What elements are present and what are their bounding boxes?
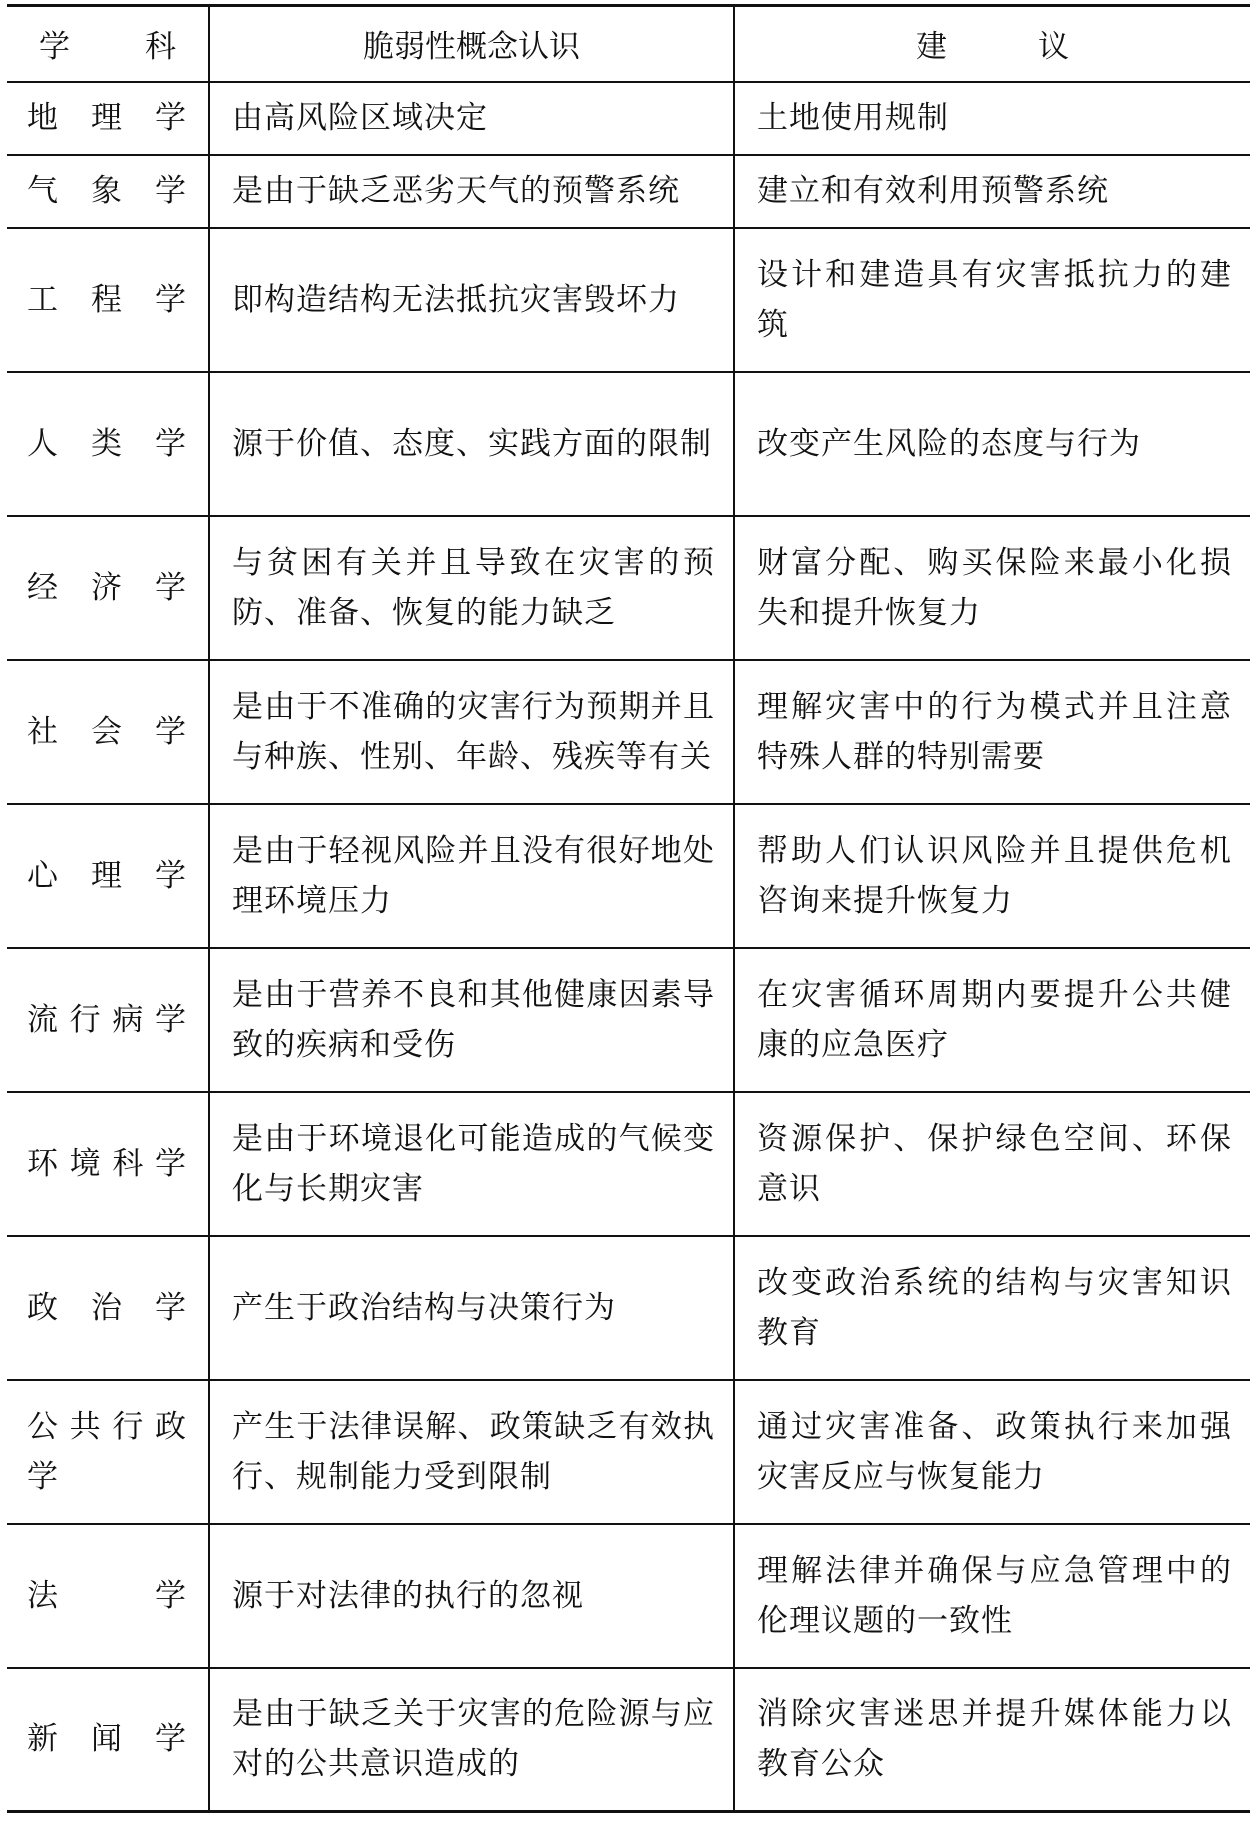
table-row [7,804,1250,948]
table-row [7,82,1250,155]
cell-concept: 是由于营养不良和其他健康因素导致的疾病和受伤 [209,948,734,1092]
cell-suggestion: 土地使用规制 [734,82,1250,155]
header-concept: 脆弱性概念认识 [209,6,734,82]
cell-subject: 政治学 [7,1236,209,1380]
cell-subject: 公共行政学 [7,1380,209,1524]
table-row [7,1668,1250,1812]
cell-concept: 源于价值、态度、实践方面的限制 [209,372,734,516]
table-row [7,948,1250,1092]
table-header-row [7,6,1250,82]
table-row [7,1236,1250,1380]
cell-subject: 经济学 [7,516,209,660]
cell-suggestion: 理解法律并确保与应急管理中的伦理议题的一致性 [734,1524,1250,1668]
cell-suggestion: 建立和有效利用预警系统 [734,155,1250,228]
cell-concept: 产生于法律误解、政策缺乏有效执行、规制能力受到限制 [209,1380,734,1524]
cell-concept: 与贫困有关并且导致在灾害的预防、准备、恢复的能力缺乏 [209,516,734,660]
table-row [7,516,1250,660]
cell-subject: 环境科学 [7,1092,209,1236]
cell-concept: 即构造结构无法抵抗灾害毁坏力 [209,228,734,372]
cell-suggestion: 理解灾害中的行为模式并且注意特殊人群的特别需要 [734,660,1250,804]
cell-subject: 地理学 [7,82,209,155]
cell-suggestion: 设计和建造具有灾害抵抗力的建筑 [734,228,1250,372]
table-row [7,1380,1250,1524]
cell-concept: 是由于缺乏关于灾害的危险源与应对的公共意识造成的 [209,1668,734,1812]
cell-subject: 法学 [7,1524,209,1668]
cell-suggestion: 在灾害循环周期内要提升公共健康的应急医疗 [734,948,1250,1092]
vulnerability-table [7,4,1250,1813]
table-row [7,1092,1250,1236]
header-suggestion: 建 议 [734,6,1250,82]
cell-concept: 由高风险区域决定 [209,82,734,155]
cell-concept: 是由于环境退化可能造成的气候变化与长期灾害 [209,1092,734,1236]
cell-concept: 产生于政治结构与决策行为 [209,1236,734,1380]
header-subject: 学 科 [7,6,209,82]
cell-suggestion: 改变产生风险的态度与行为 [734,372,1250,516]
cell-subject: 工程学 [7,228,209,372]
cell-suggestion: 资源保护、保护绿色空间、环保意识 [734,1092,1250,1236]
cell-concept: 是由于轻视风险并且没有很好地处理环境压力 [209,804,734,948]
cell-subject: 新闻学 [7,1668,209,1812]
cell-concept: 是由于缺乏恶劣天气的预警系统 [209,155,734,228]
table-row [7,228,1250,372]
cell-subject: 流行病学 [7,948,209,1092]
cell-suggestion: 帮助人们认识风险并且提供危机咨询来提升恢复力 [734,804,1250,948]
table-row [7,660,1250,804]
cell-suggestion: 改变政治系统的结构与灾害知识教育 [734,1236,1250,1380]
cell-suggestion: 消除灾害迷思并提升媒体能力以教育公众 [734,1668,1250,1812]
table-row [7,372,1250,516]
cell-concept: 源于对法律的执行的忽视 [209,1524,734,1668]
cell-suggestion: 通过灾害准备、政策执行来加强灾害反应与恢复能力 [734,1380,1250,1524]
cell-subject: 气象学 [7,155,209,228]
cell-subject: 人类学 [7,372,209,516]
cell-concept: 是由于不准确的灾害行为预期并且与种族、性别、年龄、残疾等有关 [209,660,734,804]
table-row [7,155,1250,228]
table-row [7,1524,1250,1668]
cell-subject: 心理学 [7,804,209,948]
cell-suggestion: 财富分配、购买保险来最小化损失和提升恢复力 [734,516,1250,660]
cell-subject: 社会学 [7,660,209,804]
